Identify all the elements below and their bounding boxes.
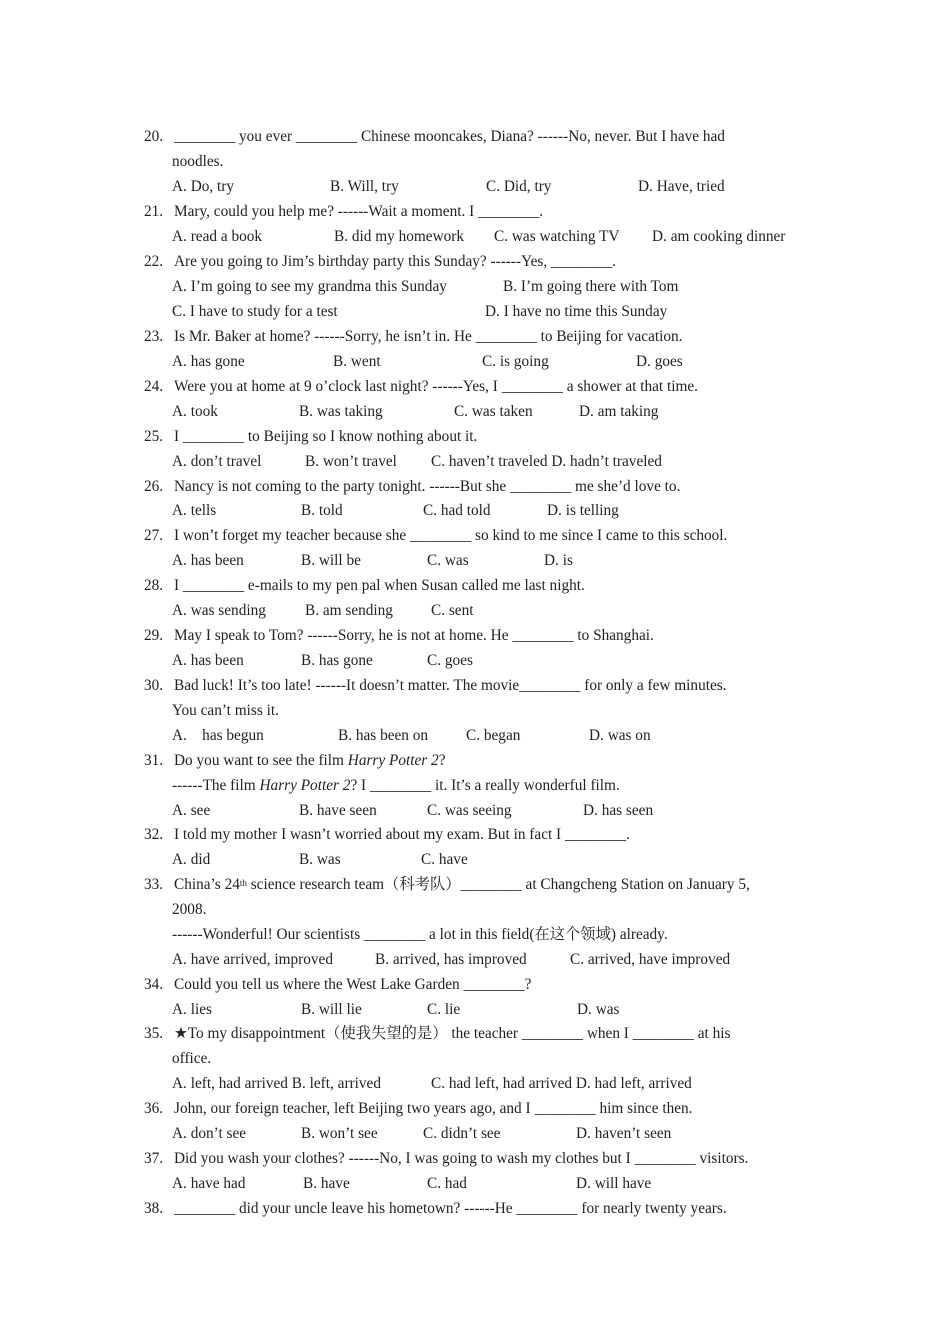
ordinal-suffix: th [239,878,247,888]
question-number: 27. [144,527,164,544]
option-a: A. has been [172,552,244,569]
question-33 [0,875,950,895]
question-text [174,875,750,895]
options-34 [0,1000,950,1020]
option-b: B. has gone [301,652,373,669]
option-c: C. arrived, have improved [570,951,731,968]
option-a: A. has been [172,652,244,669]
question-26 [0,477,950,497]
option-a: A. see [172,802,211,819]
question-text: Are you going to Jim’s birthday party this Sunday? ------Yes, ________. [174,253,617,270]
options-32 [0,850,950,870]
question-23 [0,327,950,347]
option-c: C. have [421,851,468,868]
question-number: 20. [144,128,164,145]
question-number: 32. [144,826,164,843]
option-d: D. haven’t seen [576,1125,672,1142]
option-c: C. didn’t see [423,1125,501,1142]
film-title: Harry Potter 2 [259,777,351,794]
option-c: C. was taken [454,403,533,420]
question-20-cont [0,152,950,172]
options-20 [0,177,950,197]
option-a: A. read a book [172,228,263,245]
options-27 [0,551,950,571]
question-text-pre: ------The film [172,777,260,794]
question-number: 31. [144,752,164,769]
option-b: B. was [299,851,341,868]
options-30 [0,726,950,746]
question-text: ★To my disappointment（使我失望的是） the teacher ________ when I ________ at his [174,1025,731,1042]
question-text: I ________ e-mails to my pen pal when Susan called me last night. [174,577,585,594]
option-c: C. lie [427,1001,461,1018]
question-number: 37. [144,1150,164,1167]
option-a: A. don’t travel [172,453,262,470]
option-a: A. don’t see [172,1125,247,1142]
question-number: 29. [144,627,164,644]
option-d: D. Have, tried [638,178,725,195]
question-text-post: science research team（科考队）________ at Changcheng Station on January 5, [246,876,750,893]
question-31-cont [0,776,950,796]
option-c: C. Did, try [486,178,552,195]
options-37 [0,1174,950,1194]
question-25 [0,427,950,447]
options-33 [0,950,950,970]
options-22-row2 [0,302,950,322]
question-22 [0,252,950,272]
option-b: B. went [333,353,381,370]
option-c: C. was watching TV [494,228,620,245]
option-a: A. I’m going to see my grandma this Sunday [172,278,447,295]
question-number: 36. [144,1100,164,1117]
question-21 [0,202,950,222]
question-text: May I speak to Tom? ------Sorry, he is not at home. He ________ to Shanghai. [174,627,654,644]
option-c-d: C. had left, had arrived D. had left, arrived [431,1075,692,1092]
option-a: A. Do, try [172,178,235,195]
question-20 [0,127,950,147]
question-text-cont: noodles. [172,153,224,170]
question-33-cont [0,900,950,920]
option-a: A. lies [172,1001,212,1018]
question-text: I told my mother I wasn’t worried about my exam. But in fact I ________. [174,826,630,843]
options-31 [0,801,950,821]
question-text: Did you wash your clothes? ------No, I was going to wash my clothes but I ________ visitors. [174,1150,749,1167]
option-b: B. has been on [338,727,429,744]
question-number: 23. [144,328,164,345]
option-b: B. arrived, has improved [375,951,527,968]
question-text-cont: 2008. [172,901,207,918]
option-b: B. told [301,502,343,519]
question-36 [0,1099,950,1119]
question-number: 35. [144,1025,164,1042]
question-text: ________ you ever ________ Chinese mooncakes, Diana? ------No, never. But I have had [174,128,725,145]
option-a: A. has gone [172,353,245,370]
option-b: B. will be [301,552,361,569]
question-number: 26. [144,478,164,495]
question-number: 38. [144,1200,164,1217]
question-number: 30. [144,677,164,694]
question-38 [0,1199,950,1219]
question-text-post: ? [438,752,446,769]
option-d: D. is [544,552,573,569]
question-text: Bad luck! It’s too late! ------It doesn’t matter. The movie________ for only a few minutes. [174,677,727,694]
option-d: D. am taking [579,403,659,420]
option-c: C. had [427,1175,467,1192]
question-30 [0,676,950,696]
question-text: Is Mr. Baker at home? ------Sorry, he isn’t in. He ________ to Beijing for vacation. [174,328,683,345]
option-c: C. sent [431,602,474,619]
option-b: B. have seen [299,802,377,819]
question-text-cont: You can’t miss it. [172,702,279,719]
question-27 [0,526,950,546]
question-text-pre: China’s 24 [174,876,240,893]
option-c: C. I have to study for a test [172,303,338,320]
option-c: C. is going [482,353,549,370]
question-number: 33. [144,876,164,893]
question-number: 28. [144,577,164,594]
options-29 [0,651,950,671]
option-b: B. I’m going there with Tom [503,278,679,295]
question-number: 25. [144,428,164,445]
option-b: B. am sending [305,602,393,619]
option-d: D. goes [636,353,683,370]
option-a: A. took [172,403,218,420]
option-b: B. Will, try [330,178,399,195]
option-c: C. goes [427,652,473,669]
question-24 [0,377,950,397]
option-a-b: A. left, had arrived B. left, arrived [172,1075,381,1092]
question-text: Could you tell us where the West Lake Garden ________? [174,976,532,993]
question-34 [0,975,950,995]
question-number: 24. [144,378,164,395]
option-d: D. is telling [547,502,619,519]
question-text: Mary, could you help me? ------Wait a moment. I ________. [174,203,544,220]
question-text-cont: ------Wonderful! Our scientists ________ a lot in this field(在这个领域) already. [172,926,668,943]
option-a: A. have arrived, improved [172,951,333,968]
option-d: D. was [577,1001,620,1018]
option-d: D. has seen [583,802,654,819]
question-text [174,751,446,771]
option-d: D. was on [589,727,651,744]
option-d: D. will have [576,1175,652,1192]
film-title: Harry Potter 2 [347,752,439,769]
options-21 [0,227,950,247]
option-b: B. have [303,1175,350,1192]
question-text: Were you at home at 9 o’clock last night? ------Yes, I ________ a shower at that time. [174,378,698,395]
option-c: C. was seeing [427,802,512,819]
option-d: D. am cooking dinner [652,228,786,245]
option-b: B. was taking [299,403,383,420]
option-b: B. did my homework [334,228,465,245]
question-number: 21. [144,203,164,220]
question-text-cont: office. [172,1050,212,1067]
option-a: A. tells [172,502,217,519]
question-30-cont [0,701,950,721]
question-32 [0,825,950,845]
option-a: A. was sending [172,602,266,619]
question-35-cont [0,1049,950,1069]
options-36 [0,1124,950,1144]
question-text-post: ? I ________ it. It’s a really wonderful film. [350,777,620,794]
options-35 [0,1074,950,1094]
option-a: A. has begun [172,727,264,744]
option-a: A. did [172,851,211,868]
question-28 [0,576,950,596]
option-c: C. was [427,552,469,569]
question-text: I won’t forget my teacher because she ________ so kind to me since I came to this school. [174,527,728,544]
question-31 [0,751,950,771]
option-c: C. began [466,727,521,744]
question-35 [0,1024,950,1044]
question-text: John, our foreign teacher, left Beijing two years ago, and I ________ him since then. [174,1100,693,1117]
question-33-reply [0,925,950,945]
options-24 [0,402,950,422]
options-28 [0,601,950,621]
option-b: B. won’t see [301,1125,378,1142]
question-number: 22. [144,253,164,270]
question-text: I ________ to Beijing so I know nothing about it. [174,428,478,445]
option-a: A. have had [172,1175,246,1192]
options-23 [0,352,950,372]
question-text-pre: Do you want to see the film [174,752,348,769]
options-22-row1 [0,277,950,297]
option-d: D. I have no time this Sunday [485,303,668,320]
question-29 [0,626,950,646]
question-text: ________ did your uncle leave his hometown? ------He ________ for nearly twenty years. [174,1200,727,1217]
question-text: Nancy is not coming to the party tonight. ------But she ________ me she’d love to. [174,478,681,495]
option-b: B. won’t travel [305,453,397,470]
options-25 [0,452,950,472]
options-26 [0,501,950,521]
question-number: 34. [144,976,164,993]
question-text-cont [172,776,620,796]
option-c: C. had told [423,502,491,519]
option-b: B. will lie [301,1001,362,1018]
question-37 [0,1149,950,1169]
option-c-d: C. haven’t traveled D. hadn’t traveled [431,453,662,470]
